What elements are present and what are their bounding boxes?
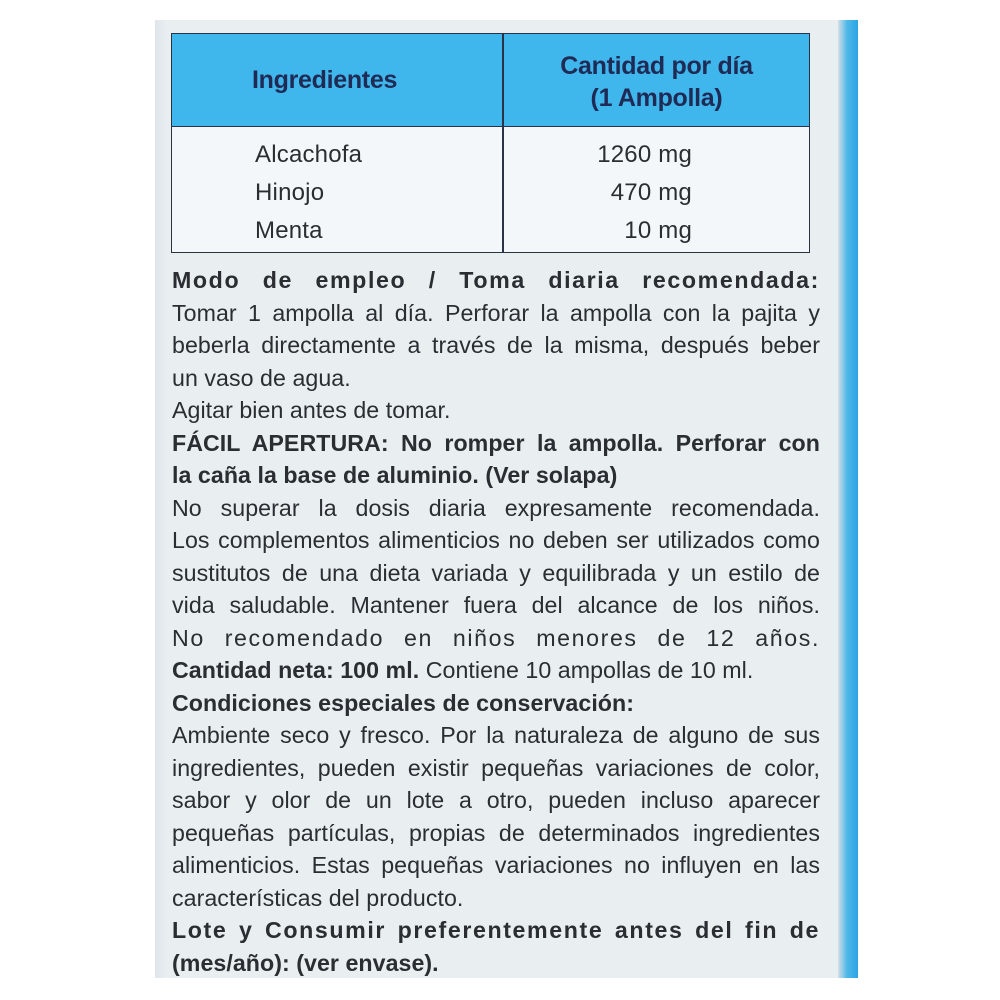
- table-row-ingredient: Menta: [255, 217, 323, 244]
- net-quantity-text: Contiene 10 ampollas de 10 ml.: [419, 657, 754, 683]
- table-row-quantity: 10 mg: [624, 217, 692, 244]
- conservation-line: alimenticios. Estas pequeñas variaciones no influyen en las: [172, 852, 820, 878]
- header-quantity-line2: (1 Ampolla): [590, 84, 723, 112]
- conservation-line: características del producto.: [172, 884, 464, 911]
- conservation-title: Condiciones especiales de conservación:: [172, 689, 635, 716]
- net-quantity-label: Cantidad neta: 100 ml.: [172, 657, 420, 683]
- lot-line: Lote y Consumir preferentemente antes del fin de: [172, 917, 820, 943]
- warning-line: No recomendado en niños menores de 12 años.: [172, 624, 820, 651]
- shake-note: Agitar bien antes de tomar.: [172, 397, 451, 423]
- usage-line: Tomar 1 ampolla al día. Perforar la ampolla con la pajita y: [172, 299, 820, 326]
- usage-line: beberla directamente a través de la misma, después beber: [172, 332, 820, 358]
- usage-line: un vaso de agua.: [172, 364, 351, 391]
- header-quantity-line1: Cantidad por día: [560, 52, 753, 80]
- usage-title: Modo de empleo / Toma diaria recomendada:: [172, 267, 820, 293]
- warning-line: sustitutos de una dieta variada y equilibrada y un estilo de: [172, 559, 820, 586]
- label-text: [172, 264, 820, 979]
- easy-open-line: la caña la base de aluminio. (Ver solapa): [172, 462, 618, 488]
- table-row-quantity: 1260 mg: [597, 141, 692, 168]
- table-row-ingredient: Alcachofa: [255, 141, 363, 168]
- warning-line: Los complementos alimenticios no deben ser utilizados como: [172, 527, 820, 553]
- table-row-quantity: 470 mg: [610, 179, 692, 206]
- conservation-line: Ambiente seco y fresco. Por la naturaleza de alguno de sus: [172, 722, 820, 748]
- easy-open-line: FÁCIL APERTURA: No romper la ampolla. Perforar con: [172, 429, 820, 456]
- ingredients-table: [171, 33, 810, 253]
- header-ingredients: Ingredientes: [252, 66, 398, 94]
- ingredient-column: [255, 136, 362, 250]
- lot-line: (mes/año): (ver envase).: [172, 949, 439, 976]
- warning-line: vida saludable. Mantener fuera del alcance de los niños.: [172, 592, 820, 618]
- table-row-ingredient: Hinojo: [255, 179, 325, 206]
- conservation-line: pequeñas partículas, propias de determinados ingredientes: [172, 819, 820, 846]
- net-quantity: [172, 654, 820, 687]
- panel-blue-edge: [838, 20, 858, 978]
- conservation-line: sabor y olor de un lote a otro, pueden incluso aparecer: [172, 787, 820, 813]
- conservation-line: ingredientes, pueden existir pequeñas variaciones de color,: [172, 754, 820, 781]
- quantity-column: [502, 136, 692, 250]
- header-quantity: [502, 50, 811, 114]
- panel-shadow: [155, 20, 167, 978]
- warning-line: No superar la dosis diaria expresamente recomendada.: [172, 494, 820, 521]
